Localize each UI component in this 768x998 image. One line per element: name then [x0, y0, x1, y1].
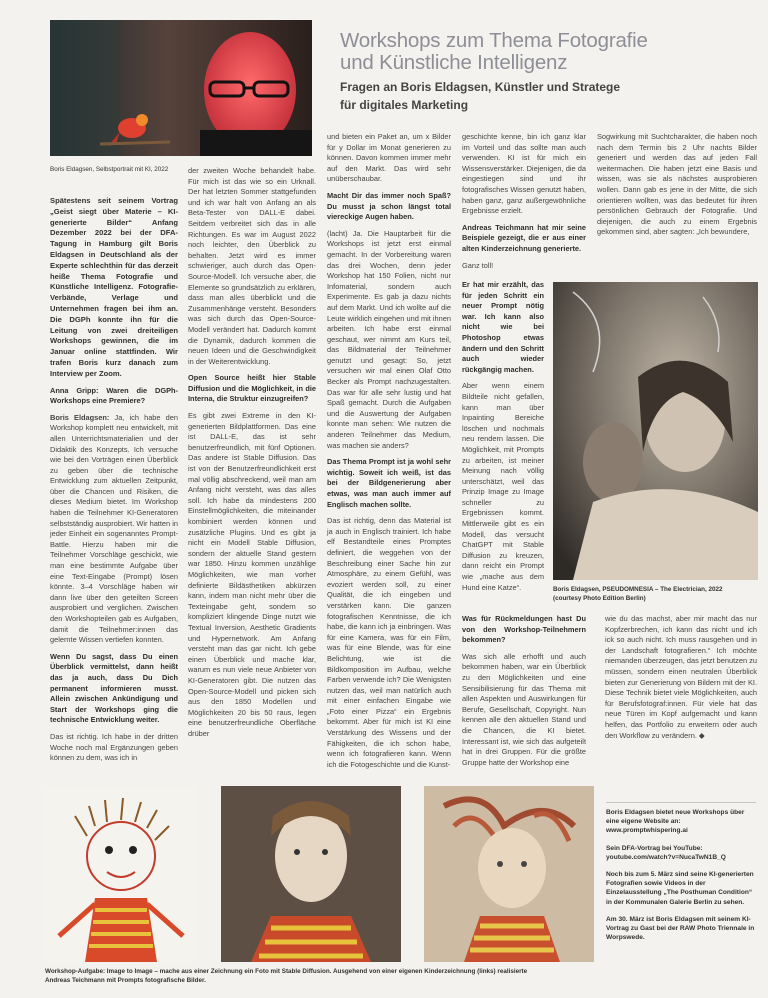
column-1 [50, 196, 178, 770]
question-5: Das Thema Prompt ist ja wohl sehr wichtig. Soweit ich weiß, ist das bei der Bildgenerierung aber etwas, was man auch immer auf Englisch machen sollte. [327, 457, 451, 509]
answer-5: Das ist richtig, denn das Material ist ja auch in Englisch trainiert. Ich habe elf Bestandteile eines Promptes definiert, die weggehen von der Beschreibung einer Sache hin zur Atmosphäre, zu einem Gefühl, was evoziert werden soll, zu einer Qualität, die ich eingeben und verstärken kann. Die ganzen fotografischen Kenntnisse, die ich habe, die kann ich ja einbringen. Was für eine Kamera, was für ein Film, was für eine Blende, was für eine Belichtung, wie ist die Bildkomposition im Aufbau, welche Farben verwende ich? Die Wenigsten nutzen das, weil man natürlich auch mit einer einfachen Eingabe wie „Foto einer Pizza“ ein Ergebnis bekommt. Aber für mich ist KI eine Verstärkung des Wissens und der Fähigkeiten, die ich schon habe, wenn ich fotografieren kann. Wenn ich die Fotogeschichte und die Kunst- [327, 516, 451, 769]
info-box-triennale: Am 30. März ist Boris Eldagsen mit seinem KI-Vortrag zu Gast bei der RAW Photo Triennale in Worpswede. [606, 915, 755, 942]
article-subtitle [340, 78, 670, 114]
bottom-caption-line-1: Workshop-Aufgabe: Image to Image – mache aus einer Zeichnung ein Foto mit Stable Diffusion. Ausgehend von einer eigenen Kinderzeichnung (links) realisierte [45, 968, 528, 975]
answer-2-continued: der zweiten Woche behandelt habe. Für mich ist das wie so ein Urknall. Der hat letzten Sommer stattgefunden und ich war halt von Anfang an als Beta-Tester von DALL-E dabei. Seitdem verbreitet sich das in alle Richtungen. Es war im August 2022 noch leichter, den Überblick zu behalten. Jetzt wird es immer schwieriger, auch durch das Open-Source-Modell. Ich versuche aber, die Elemente so grundsätzlich zu erklären, dass man alles überblickt und die Zusammenhänge versteht. Besonders was sich durch das Open-Source-Modell verändert hat. Dadurch kommt die Dynamik, dadurch kommen die neuen Ideen und die Geschwindigkeit in der Weiterentwicklung. [188, 166, 316, 366]
subtitle-line-1: Fragen an Boris Eldagsen, Künstler und Stratege [340, 80, 621, 94]
answer-8-end: wie du das machst, aber mir macht das nur Kopfzerbrechen, ich kann das nicht und ich ick so auch nicht. Ich muss rausgehen und in der Landschaft fotografieren.“ Ich möchte niemanden überzeugen, das jetzt benutzen zu müssen, sondern einen neutralen Überblick bieten zur Generierung von Bildern mit der KI. Diese Technik bietet viele Möglichkeiten, auch für Berufsfotograf:innen. Für viele hat das neue Türen im Kopf aufgemacht und kann helfen, das Portfolio zu erweitern oder auch den Workflow zu verändern. ◆ [605, 614, 757, 740]
info-box-exhibition: Noch bis zum 5. März sind seine KI-generierten Fotografien sowie Videos in der Einzelausstellung „The Posthuman Condition“ in der Kommunalen Galerie Berlin zu sehen. [606, 871, 754, 906]
answer-1-text: Ja, ich habe den Workshop komplett neu entwickelt, mit allen Unterrichtsmaterialien und der Didaktik des Konzepts. Ich versuche wie bei den Vorträgen einen Überblick zu geben über die technische Entwicklung zum aktuellen Zeitpunkt, über die Chancen und Risiken, die dieses Medium bietet. Im Workshop haben die Teilnehmer KI-Generatoren selbstständig ausprobiert. Wir hatten in jeder Einheit ein sogenanntes Prompt-Battle. Hierzu haben mir die Teilnehmer Vorschläge geschickt, wie man eine bestimmte Aufgabe über eine Text-Eingabe (Prompt) lösen könnte. 3–4 Vorschläge haben wir dann live über den geteilten Screen ausprobiert und verglichen. Zwischen den Workshopteilen gab es Aufgaben, damit die Teilnehmer:innen das gelernte Wissen vertiefen konnten. [50, 412, 179, 645]
answer-3: Es gibt zwei Extreme in den KI-generierten Bildplattformen. Das eine ist DALL-E, das ist sehr benutzerfreundlich, mit fünf Optionen. Das andere ist Stable Diffusion. Das ist von der Benutzerfreundlichkeit erst mal völlig abschreckend, weil man am Anfang nicht versteht, was das alles soll. Ich habe da mindestens 200 Einstellmöglichkeiten, die miteinander kombiniert werden können und zusätzliche Plugins. Und es gibt ja nicht ein Modell Stable Diffusion, sondern der aktuelle Stand gestern war 1850. Hinzu kommen unzählige Möglichkeiten, wie man vorher definierte Bildästhetiken abkürzen kann, indem man nicht mehr über die Texteingabe geht, sondern so kompliziert klingende Dinge nutzt wie Textual Inversion, Aesthetic Gradients und Hypernetwork. Am Anfang versteht man das gar nicht. Ich gebe einen Überblick und mache klar, warum es nun viele neue Anbieter von KI-Generatoren gibt. Die nutzen das Open-Source-Modell und picken sich aus den 1850 Modellen und Möglichkeiten 20 bis 50 raus, legen eine benutzerfreundliche Oberfläche drüber [188, 411, 316, 738]
electrician-photo [553, 282, 758, 580]
subtitle-line-2: für digitales Marketing [340, 98, 469, 112]
answer-2: Das ist richtig. Ich habe in der dritten Woche noch mal Ergänzungen geben können zu dem, was ich in [50, 731, 178, 763]
question-2: Wenn Du sagst, dass Du einen Überblick vermittelst, dann heißt das ja auch, dass Du Dich permanent informieren musst. Allein zwischen Ankündigung und Start der Workshops ging die technische Entwicklung weiter. [50, 651, 178, 725]
answer-1 [50, 413, 178, 646]
title-line-2: und Künstliche Intelligenz [340, 51, 568, 74]
question-1: Anna Gripp: Waren die DGPh-Workshops eine Premiere? [50, 385, 178, 406]
answer-4: (lacht) Ja. Die Hauptarbeit für die Workshops ist jetzt erst einmal gemacht. In der Vorbereitung waren das drei Wochen, denn jeder Workshop hat 150 Folien, nicht nur Infomaterial, sondern auch Experimente. Es gab ja dazu nichts auf dem Markt. Und ich wollte auf die Leute wirklich eingehen und mit ihnen arbeiten. Ich habe erst einmal geschaut, wer nimmt am Kurs teil, das Bildmaterial der Teilnehmer genutzt und gesagt: So, jetzt versuchen wir mal einen Olaf Otto Becker als Prompt nachzugestalten. Das war für alle sehr lustig und hat Spaß gemacht. Durch die Aufgaben und die Auswertung der Aufgaben konnte man sehen: Wie nutzen die anderen Teilnehmer das Medium, was machen sie anders? [327, 228, 451, 450]
column-4-narrow [462, 280, 544, 599]
info-box [606, 808, 756, 950]
column-5-lower [605, 614, 757, 747]
answer-7: Aber wenn einem Bildteile nicht gefallen, kann man über Inpainting Bereiche löschen und nochmals neu rendern lassen. Die Möglichkeit, mit Prompts zu arbeiten, ist meiner Meinung nach völlig unterschätzt, weil das Prinzip Image zu Image schneller zu Ergebnissen kommt. Mittlerweile gibt es ein Modell, das versucht ChatGPT mit Stable Diffusion zu kreuzen, dann reicht ein Prompt wie „mache aus dem Hund eine Katze“. [462, 381, 544, 592]
question-3: Open Source heißt hier Stable Diffusion und die Möglichkeit, in die Interna, die Struktur einzugreifen? [188, 373, 316, 404]
electrician-caption [553, 586, 758, 603]
self-portrait-photo [50, 20, 312, 156]
column-3 [327, 132, 451, 776]
article-title [340, 30, 670, 74]
intro-paragraph: Spätestens seit seinem Vortrag „Geist siegt über Materie – KI-generierte Bilder“ Anfang Dezember 2022 bei der DFA-Tagung in Hamburg gilt Boris Eldagsen in Deutschland als der Experte schlechthin für das derzeit heiße Thema Fotografie und Künstliche Intelligenz. Fotografie-Verbände, Verlage und Unternehmen fragen bei ihm an. Die DGPh konnte ihn für die Leitung von zwei dreiteiligen Workshops gewinnen, die im Januar online stattfinden. Wir trafen Boris kurz danach zum Interview per Zoom. [50, 196, 178, 378]
answer-8: Was sich alle erhofft und auch bekommen haben, war ein Überblick zu den Möglichkeiten und eine Sensibilisierung für das Thema mit allen Aspekten und Auswirkungen für Berufe, Gesellschaft, Copyright. Nun kennen alle den aktuellen Stand und die Chancen, die KI bietet. Interessant ist, wie sich das aufgeteilt hat in drei Gruppen. Für die größte Gruppe hatte der Workshop eine [462, 651, 586, 767]
column-5 [597, 132, 757, 244]
info-box-website: Boris Eldagsen bietet neue Workshops über eine eigene Website an: www.promptwhispering.ai [606, 809, 745, 835]
column-2 [188, 166, 316, 745]
info-box-youtube: Sein DFA-Vortrag bei YouTube: youtube.com/watch?v=NucaTwN1B_Q [606, 844, 726, 861]
answer-1-speaker: Boris Eldagsen: [50, 412, 110, 422]
title-line-1: Workshops zum Thema Fotografie [340, 29, 648, 52]
bottom-caption [45, 968, 645, 985]
self-portrait-caption: Boris Eldagsen, Selbstportrait mit KI, 2022 [50, 166, 169, 173]
question-6: Andreas Teichmann hat mir seine Beispiele gezeigt, die er aus einer alten Kinderzeichnung generierte. [462, 222, 586, 253]
column-4-lower [462, 614, 586, 774]
answer-6: Ganz toll! [462, 260, 494, 270]
generated-photo-2 [424, 786, 594, 962]
question-7: Er hat mir erzählt, das für jeden Schritt ein neuer Prompt nötig war. Ich kann also nicht wie bei Photoshop etwas ändern und den Schritt auch wieder rückgängig machen. [462, 280, 544, 374]
electrician-caption-line-1: Boris Eldagsen, PSEUDOMNESIA – The Electrician, 2022 [553, 586, 723, 593]
electrician-caption-line-2: (courtesy Photo Edition Berlin) [553, 594, 646, 602]
answer-3-continued: und bieten ein Paket an, um x Bilder für y Dollar im Monat generieren zu können. Davon kommen immer mehr auf den Markt. Das wird sehr unüberschaubar. [327, 132, 451, 184]
generated-photo-1 [221, 786, 401, 962]
column-4 [462, 132, 586, 277]
sidebox-divider [606, 802, 756, 803]
question-8: Was für Rückmeldungen hast Du von den Workshop-Teilnehmern bekommen? [462, 614, 586, 645]
question-4: Macht Dir das immer noch Spaß? Du musst ja schon längst total viereckige Augen haben. [327, 190, 451, 222]
child-drawing-image [45, 786, 197, 962]
bottom-caption-line-2: Andreas Teichmann mit Prompts fotografische Bilder. [45, 976, 206, 984]
answer-5-continued: geschichte kenne, bin ich ganz klar im Vorteil und das sollte man auch verwenden. KI ist für mich ein Wissensverstärker. Diejenigen, die da eingestiegen sind und ihr fotografisches Wissen genutzt haben, haben ganz, ganz außergewöhnliche Ergebnisse erzielt. [462, 132, 586, 216]
answer-8-continued: Sogwirkung mit Suchtcharakter, die haben noch nach dem Termin bis 2 Uhr nachts Bilder generiert und werden das auf jeden Fall weitermachen. Die haben jetzt eine Basis und wissen, was sie als nächstes ausprobieren wollen. Dann gab es jene in der Mitte, die sich orientieren wollten, was das bedeutet für ihren persönlichen Gebrauch der Fotografie. Und diejenigen, die auch zu einem Ergebnis gekommen sind, aber sagten: „Ich bewundere, [597, 132, 757, 237]
